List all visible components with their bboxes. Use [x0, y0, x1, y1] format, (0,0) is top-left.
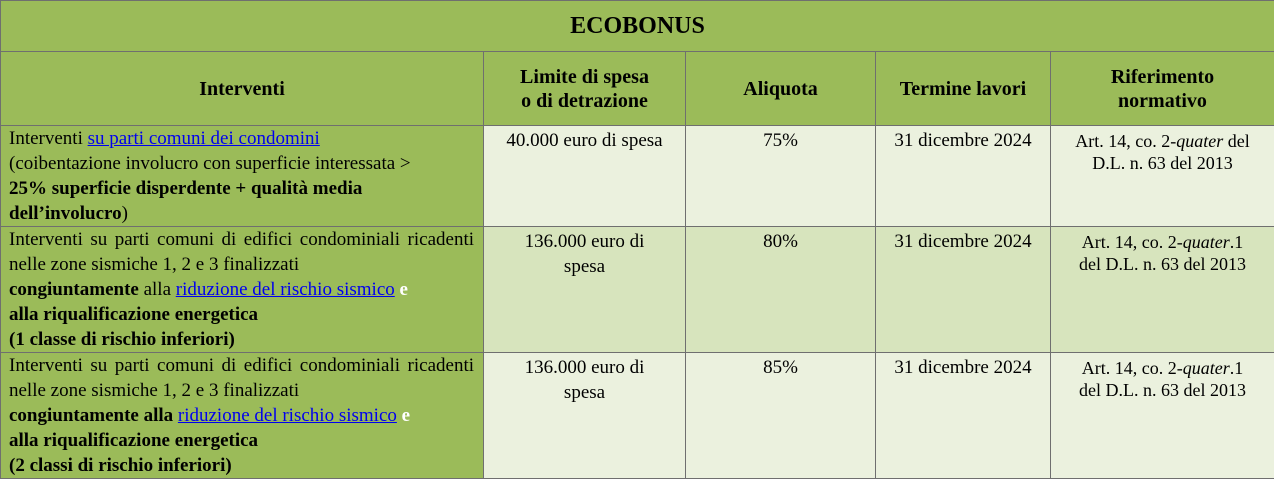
link-riduzione-rischio-sismico[interactable]: riduzione del rischio sismico	[175, 279, 395, 300]
table-row	[1, 227, 1274, 353]
header-aliquota: Aliquota	[686, 52, 876, 126]
row-1-limite: 40.000 euro di spesa	[484, 126, 686, 227]
table-title: ECOBONUS	[1, 1, 1274, 52]
row-3-termine: 31 dicembre 2024	[876, 353, 1051, 479]
header-interventi: Interventi	[1, 52, 484, 126]
row-2-interventi: Interventi su parti comuni di edifici condominiali ricadenti nelle zone sismiche 1, 2 e 3 finalizzati congiuntamente alla riduzione del rischio sismico e alla riqualificazione energetica (1 classe di rischio inferiori)	[1, 227, 484, 353]
header-riferimento: Riferimento normativo	[1051, 52, 1274, 126]
row-2-termine: 31 dicembre 2024	[876, 227, 1051, 353]
link-riduzione-rischio-sismico[interactable]: riduzione del rischio sismico	[177, 405, 397, 426]
row-1-interventi: Interventi su parti comuni dei condomini (coibentazione involucro con superficie interessata > 25% superficie disperdente + qualità media dell’involucro)	[1, 126, 484, 227]
row-3-interventi: Interventi su parti comuni di edifici condominiali ricadenti nelle zone sismiche 1, 2 e 3 finalizzati congiuntamente alla riduzione del rischio sismico e alla riqualificazione energetica (2 classi di rischio inferiori)	[1, 353, 484, 479]
row-2-limite: 136.000 euro di spesa	[484, 227, 686, 353]
header-row	[1, 52, 1274, 126]
row-1-riferimento: Art. 14, co. 2-quater del D.L. n. 63 del 2013	[1051, 126, 1274, 227]
header-termine: Termine lavori	[876, 52, 1051, 126]
row-3-limite: 136.000 euro di spesa	[484, 353, 686, 479]
row-3-aliquota: 85%	[686, 353, 876, 479]
link-parti-comuni[interactable]: su parti comuni dei condomini	[87, 128, 320, 149]
table-row	[1, 126, 1274, 227]
row-1-aliquota: 75%	[686, 126, 876, 227]
row-2-aliquota: 80%	[686, 227, 876, 353]
table-row	[1, 353, 1274, 479]
header-limite: Limite di spesa o di detrazione	[484, 52, 686, 126]
row-2-riferimento: Art. 14, co. 2-quater.1 del D.L. n. 63 del 2013	[1051, 227, 1274, 353]
row-3-riferimento: Art. 14, co. 2-quater.1 del D.L. n. 63 del 2013	[1051, 353, 1274, 479]
row-1-termine: 31 dicembre 2024	[876, 126, 1051, 227]
